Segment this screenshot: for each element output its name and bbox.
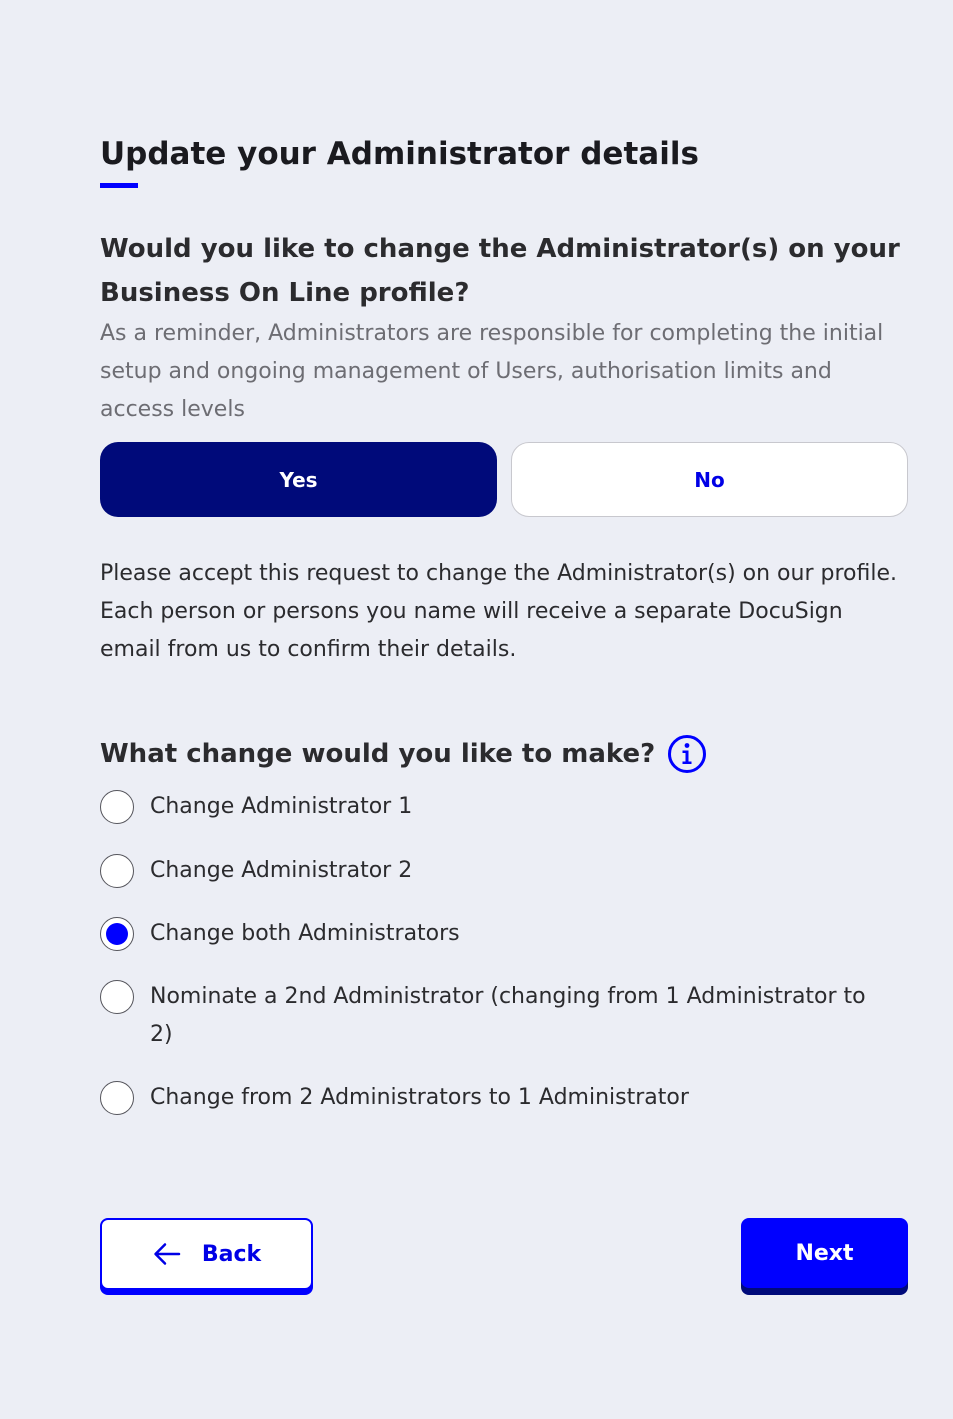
option-label: Nominate a 2nd Administrator (changing from 1 Administrator to 2) [150, 984, 866, 1047]
option-change-two-to-one-admin[interactable] [100, 1079, 890, 1117]
yes-no-toggle [100, 442, 908, 517]
change-type-heading-row [100, 732, 707, 776]
radio-button[interactable] [100, 790, 134, 824]
change-admin-question: Would you like to change the Administrator(s) on your Business On Line profile? [100, 234, 900, 308]
option-label: Change from 2 Administrators to 1 Administrator [150, 1085, 689, 1110]
page-title: Update your Administrator details [100, 136, 699, 172]
radio-button[interactable] [100, 980, 134, 1014]
back-button-label: Back [201, 1241, 262, 1267]
title-underline [100, 183, 138, 188]
change-type-heading: What change would you like to make? [100, 739, 656, 769]
no-button[interactable]: No [511, 442, 908, 517]
accept-request-text: Please accept this request to change the Administrator(s) on our profile. Each person or persons you name will receive a separate DocuSign email from us to confirm their details. [100, 561, 897, 662]
radio-button[interactable] [100, 854, 134, 888]
info-icon[interactable] [667, 734, 707, 774]
option-label: Change both Administrators [150, 921, 460, 946]
yes-button[interactable]: Yes [100, 442, 497, 517]
option-change-admin-1[interactable] [100, 788, 890, 826]
option-label: Change Administrator 2 [150, 858, 413, 883]
option-change-both-admins[interactable] [100, 915, 890, 953]
next-button[interactable] [741, 1218, 908, 1288]
back-button[interactable] [100, 1218, 313, 1290]
radio-button[interactable] [100, 917, 134, 951]
change-admin-hint: As a reminder, Administrators are responsible for completing the initial setup and ongoing management of Users, authorisation limits and access levels [100, 321, 884, 422]
next-button-label: Next [795, 1240, 854, 1266]
arrow-left-icon [152, 1241, 182, 1267]
option-nominate-second-admin[interactable] [100, 978, 890, 1054]
option-change-admin-2[interactable] [100, 852, 890, 890]
option-label: Change Administrator 1 [150, 794, 413, 819]
radio-button[interactable] [100, 1081, 134, 1115]
